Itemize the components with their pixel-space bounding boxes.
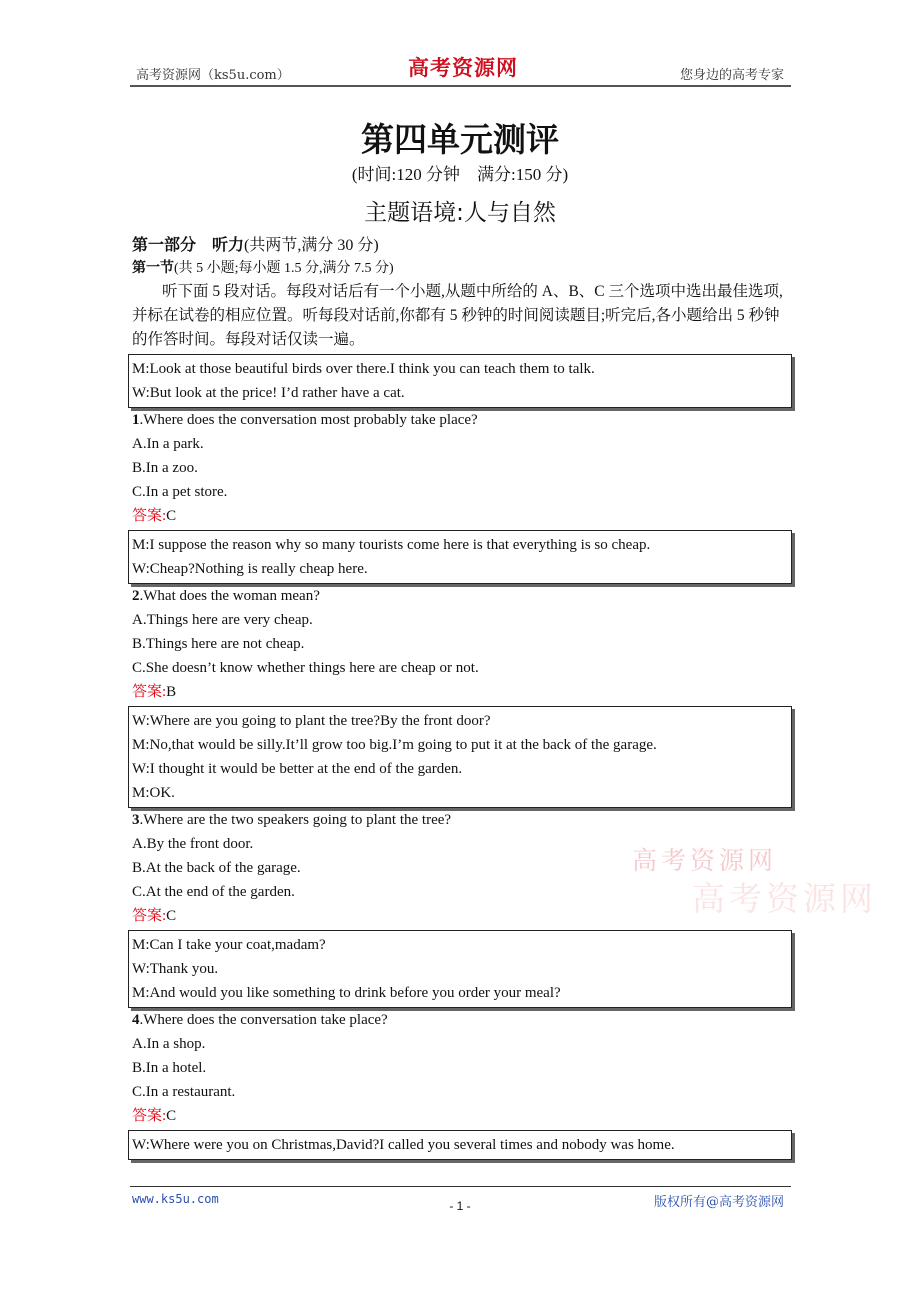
dialogue-box: [128, 530, 792, 584]
dialogue-line: M:OK.: [132, 785, 175, 801]
dialogue-line: W:I thought it would be better at the end of the garden.: [132, 761, 463, 777]
page-number: - 1 -: [449, 1199, 471, 1213]
question-number: 2: [132, 588, 140, 604]
option: A.By the front door.: [132, 836, 254, 852]
dialogue-line: W:Where are you going to plant the tree?By the front door?: [132, 713, 491, 729]
dialogue-line: W:Thank you.: [132, 961, 219, 977]
header-logo: 高考资源网: [408, 55, 518, 80]
footer-divider: [130, 1186, 791, 1187]
answer-value: B: [166, 684, 177, 700]
option: A.In a park.: [132, 436, 204, 452]
question: [132, 808, 792, 832]
section-note: (共 5 小题;每小题 1.5 分,满分 7.5 分): [174, 261, 394, 276]
header-slogan: 您身边的高考专家: [679, 68, 784, 83]
section-heading: [132, 257, 394, 277]
question: [132, 408, 792, 432]
dialogue-line: M:Can I take your coat,madam?: [132, 937, 326, 953]
dialogue-box: [128, 1130, 792, 1160]
question-text: .Where are the two speakers going to plant the tree?: [139, 812, 452, 828]
answer: [132, 1104, 792, 1128]
dialogue-line: W:Where were you on Christmas,David?I called you several times and nobody was home.: [132, 1137, 675, 1153]
option: A.Things here are very cheap.: [132, 612, 313, 628]
header-site-name: 高考资源网（ks5u.com）: [136, 68, 290, 83]
dialogue-line: W:But look at the price! I’d rather have a cat.: [132, 385, 405, 401]
part-heading: [132, 232, 379, 255]
footer-link[interactable]: www.ks5u.com: [132, 1192, 219, 1206]
question-text: .Where does the conversation take place?: [139, 1012, 388, 1028]
answer-value: C: [166, 1108, 177, 1124]
answer-label: 答案:: [132, 1108, 167, 1124]
answer-value: C: [166, 508, 177, 524]
question-text: .What does the woman mean?: [139, 588, 320, 604]
dialogue-box: [128, 354, 792, 408]
dialogue-line: W:Cheap?Nothing is really cheap here.: [132, 561, 368, 577]
footer-copyright: 版权所有@高考资源网: [653, 1195, 784, 1210]
watermark: 高考资源网 高考资源网: [632, 846, 877, 918]
header-divider: [130, 85, 791, 87]
question: [132, 1008, 792, 1032]
answer-value: C: [166, 908, 177, 924]
question-number: 1: [132, 412, 140, 428]
instructions: 听下面 5 段对话。每段对话后有一个小题,从题中所给的 A、B、C 三个选项中选出最佳选项,并标在试卷的相应位置。听每段对话前,你都有 5 秒钟的时间阅读题目;听完后,各小题给出 5 秒钟的作答时间。每段对话仅读一遍。: [132, 283, 783, 348]
option: C.In a pet store.: [132, 484, 228, 500]
exam-info: (时间:120 分钟 满分:150 分): [351, 165, 569, 184]
answer-label: 答案:: [132, 684, 167, 700]
question-number: 3: [132, 812, 140, 828]
dialogue-box: [128, 706, 792, 808]
option: C.In a restaurant.: [132, 1084, 236, 1100]
dialogue-line: M:No,that would be silly.It’ll grow too big.I’m going to put it at the back of the garage.: [132, 737, 657, 753]
part-name: 第一部分 听力: [132, 235, 245, 254]
section-name: 第一节: [132, 260, 174, 276]
option: B.In a hotel.: [132, 1060, 207, 1076]
option: A.In a shop.: [132, 1036, 206, 1052]
dialogue-line: M:I suppose the reason why so many tourists come here is that everything is so cheap.: [132, 537, 651, 553]
answer: [132, 680, 792, 704]
option: B.At the back of the garage.: [132, 860, 301, 876]
answer: [132, 504, 792, 528]
dialogue-line: M:Look at those beautiful birds over there.I think you can teach them to talk.: [132, 361, 595, 377]
exam-content: [132, 280, 792, 1160]
option: B.In a zoo.: [132, 460, 198, 476]
answer-label: 答案:: [132, 908, 167, 924]
question-text: .Where does the conversation most probably take place?: [139, 412, 478, 428]
option: B.Things here are not cheap.: [132, 636, 305, 652]
question-number: 4: [132, 1012, 140, 1028]
part-note: (共两节,满分 30 分): [244, 237, 379, 254]
theme-heading: 主题语境:人与自然: [364, 200, 556, 226]
question: [132, 584, 792, 608]
option: C.At the end of the garden.: [132, 884, 295, 900]
dialogue-box: [128, 930, 792, 1008]
answer-label: 答案:: [132, 508, 167, 524]
page-title: 第四单元测评: [361, 120, 559, 159]
dialogue-line: M:And would you like something to drink before you order your meal?: [132, 985, 561, 1001]
option: C.She doesn’t know whether things here are cheap or not.: [132, 660, 479, 676]
